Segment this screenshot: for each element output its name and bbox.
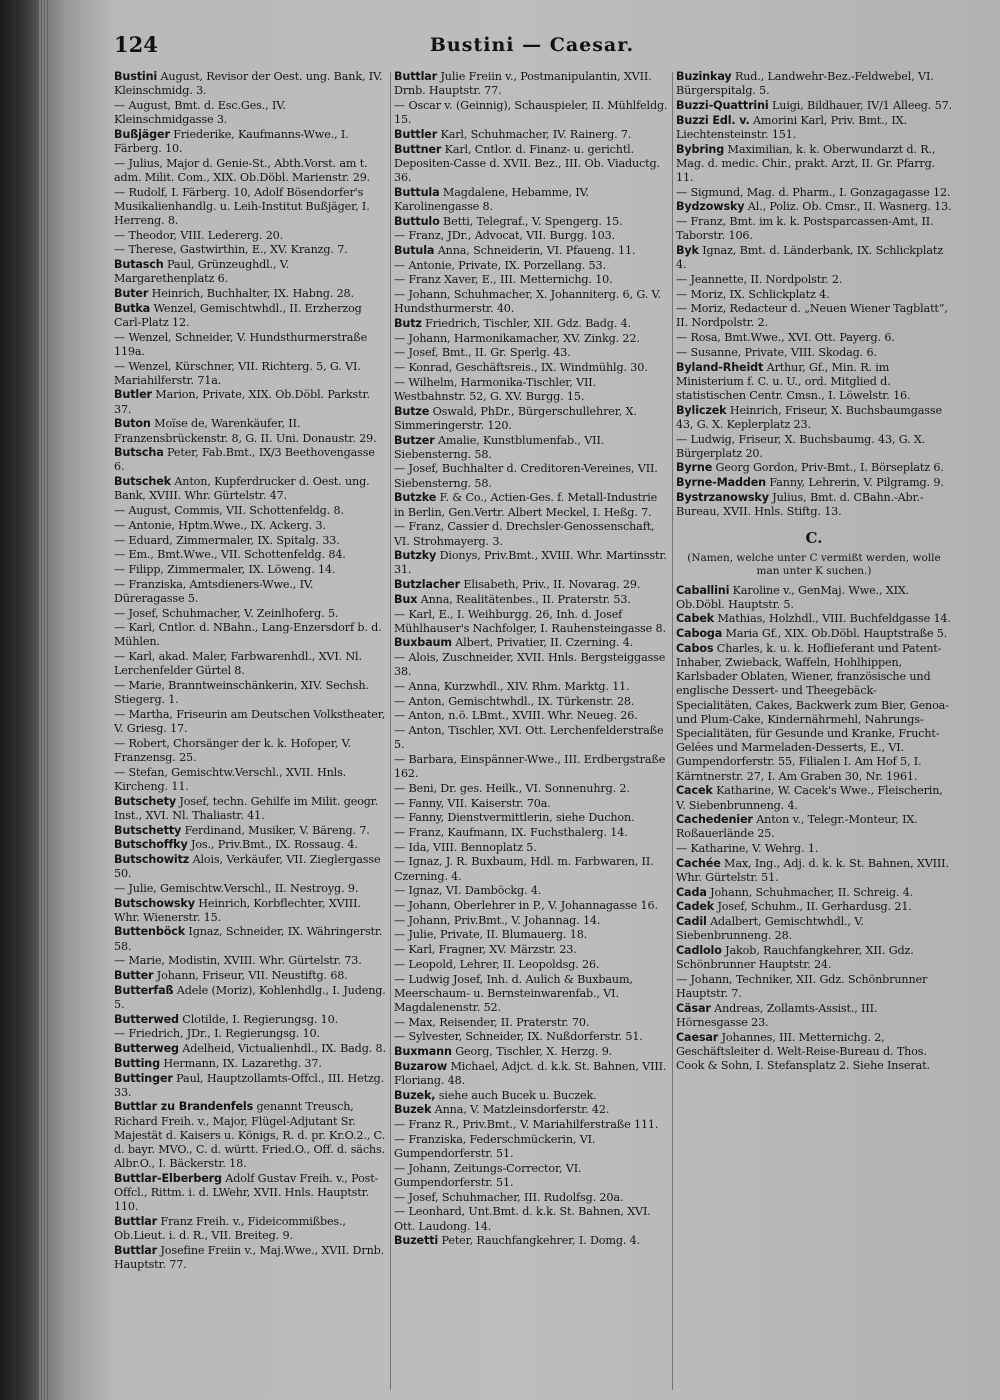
directory-entry — [394, 651, 670, 679]
directory-entry — [394, 332, 670, 346]
entry-text: Cäsar Andreas, Zollamts-Assist., III. Hörnesgasse 23. — [676, 1001, 878, 1030]
entry-text: Bybring Maximilian, k. k. Oberwundarzt d. R., Mag. d. medic. Chir., prakt. Arzt, II. Gr. Pfarrg. 11. — [676, 142, 936, 184]
page-header — [114, 28, 950, 68]
directory-entry — [114, 1172, 386, 1215]
entry-text: — Fanny, VII. Kaiserstr. 70a. — [394, 796, 551, 810]
directory-entry — [394, 462, 670, 490]
entry-text: — Johann, Harmonikamacher, XV. Zinkg. 22. — [394, 331, 640, 345]
entry-text: Butschowsky Heinrich, Korbflechter, XVIII. Whr. Wienerstr. 15. — [114, 896, 361, 924]
entry-text: Butterfaß Adele (Moriz), Kohlenhdlg., I. Judeng. 5. — [114, 983, 386, 1011]
directory-entry — [394, 855, 670, 883]
running-head: Bustini — Caesar. — [429, 34, 635, 56]
directory-entry — [676, 1002, 952, 1030]
directory-entry — [394, 520, 670, 548]
entry-text: — Konrad, Geschäftsreis., IX. Windmühlg. 30. — [394, 361, 648, 375]
directory-entry — [676, 244, 952, 272]
directory-entry — [676, 288, 952, 302]
entry-text: — Therese, Gastwirthin, E., XV. Kranzg. 7. — [114, 243, 348, 257]
directory-entry — [114, 1215, 386, 1243]
directory-entry — [394, 1016, 670, 1030]
entry-text: — Franz Xaver, E., III. Metternichg. 10. — [394, 273, 613, 287]
directory-entry — [114, 475, 386, 503]
directory-entry — [394, 753, 670, 781]
directory-entry — [394, 1234, 670, 1248]
entry-text: Caballini Karoline v., GenMaj. Wwe., XIX. Ob.Döbl. Hauptstr. 5. — [676, 583, 910, 611]
entry-text: — Robert, Chorsänger der k. k. Hofoper, V. Franzensg. 25. — [114, 736, 352, 765]
entry-text: Butz Friedrich, Tischler, XII. Gdz. Badg. 4. — [394, 316, 632, 330]
directory-entry — [114, 548, 386, 562]
directory-entry — [676, 584, 952, 612]
directory-entry — [394, 143, 670, 186]
entry-text: Cadlolo Jakob, Rauchfangkehrer, XII. Gdz. Schönbrunner Hauptstr. 24. — [676, 944, 914, 972]
directory-entry — [394, 376, 670, 404]
directory-entry — [394, 811, 670, 825]
entry-text: — August, Commis, VII. Schottenfeldg. 8. — [114, 504, 344, 518]
directory-entry — [114, 446, 386, 474]
directory-entry — [394, 244, 670, 258]
directory-entry — [114, 287, 386, 301]
entry-text: — Alois, Zuschneider, XVII. Hnls. Bergsteiggasse 38. — [394, 651, 666, 679]
directory-entry — [394, 361, 670, 375]
directory-entry — [114, 766, 386, 794]
directory-entry — [114, 795, 386, 823]
entry-text: Buzek Anna, V. Matzleinsdorferstr. 42. — [394, 1103, 610, 1117]
entry-text: Butasch Paul, Grünzeughdl., V. Margarethenplatz 6. — [114, 258, 290, 286]
entry-text: Buzzi Edl. v. Amorini Karl, Priv. Bmt., IX. Liechtensteinstr. 151. — [676, 113, 907, 141]
entry-text: Byrne Georg Gordon, Priv-Bmt., I. Börseplatz 6. — [676, 461, 944, 475]
entry-text: — Johann, Zeitungs-Corrector, VI. Gumpendorferstr. 51. — [394, 1161, 582, 1189]
directory-entry — [114, 1244, 386, 1272]
book-edge — [0, 0, 38, 1400]
entry-text: Cada Johann, Schuhmacher, II. Schreig. 4. — [676, 885, 914, 899]
directory-entry — [676, 143, 952, 186]
entry-text: — Rosa, Bmt.Wwe., XVI. Ott. Payerg. 6. — [676, 331, 895, 345]
directory-entry — [394, 491, 670, 519]
entry-text: — Anton, Tischler, XVI. Ott. Lerchenfelderstraße 5. — [394, 724, 664, 752]
entry-text: Buzarow Michael, Adjct. d. k.k. St. Bahnen, VIII. Floriang. 48. — [394, 1059, 667, 1088]
directory-entry — [676, 944, 952, 972]
entry-text: — Franz, Bmt. im k. k. Postsparcassen-Amt, II. Taborstr. 106. — [676, 215, 934, 243]
directory-entry — [676, 491, 952, 519]
directory-entry — [676, 200, 952, 214]
entry-text: — Franziska, Federschmückerin, VI. Gumpendorferstr. 51. — [394, 1132, 596, 1161]
directory-entry — [676, 973, 952, 1001]
entry-text: Buttulo Betti, Telegraf., V. Spengerg. 15. — [394, 214, 623, 228]
directory-entry — [114, 882, 386, 896]
section-heading: C. — [805, 529, 823, 548]
directory-entry — [114, 607, 386, 621]
entry-text: — Em., Bmt.Wwe., VII. Schottenfeldg. 84. — [114, 548, 346, 562]
entry-text: Buxmann Georg, Tischler, X. Herzg. 9. — [394, 1045, 613, 1059]
directory-entry — [114, 954, 386, 968]
entry-text: — Jeannette, II. Nordpolstr. 2. — [676, 272, 843, 286]
directory-entry — [676, 331, 952, 345]
directory-entry — [114, 331, 386, 359]
directory-entry — [394, 1060, 670, 1088]
entry-text: — Johann, Techniker, XII. Gdz. Schönbrunner Hauptstr. 7. — [676, 972, 928, 1001]
directory-entry — [394, 782, 670, 796]
directory-entry — [114, 897, 386, 925]
entry-text: Butler Marion, Private, XIX. Ob.Döbl. Parkstr. 37. — [114, 388, 370, 416]
entry-text: Byliczek Heinrich, Friseur, X. Buchsbaumgasse 43, G. X. Keplerplatz 23. — [676, 403, 942, 431]
entry-text: — Filipp, Zimmermaler, IX. Löweng. 14. — [114, 562, 336, 576]
directory-entry — [676, 842, 952, 856]
entry-text: Buttlar Julie Freiin v., Postmanipulantin, XVII. Drnb. Hauptstr. 77. — [394, 70, 652, 98]
entry-text: — Marie, Branntweinschänkerin, XIV. Sechsh. Stiegerg. 1. — [114, 679, 369, 707]
entry-text: — Eduard, Zimmermaler, IX. Spitalg. 33. — [114, 533, 340, 547]
column-rule — [672, 72, 673, 1390]
entry-text: — Wenzel, Schneider, V. Hundsthurmerstraße 119a. — [114, 330, 368, 358]
directory-entry — [676, 70, 952, 98]
entry-text: — Martha, Friseurin am Deutschen Volkstheater, V. Griesg. 17. — [114, 707, 386, 736]
entry-text: — Josef, Bmt., II. Gr. Sperlg. 43. — [394, 346, 571, 360]
directory-entry — [394, 1089, 670, 1103]
entry-text: — Wenzel, Kürschner, VII. Richterg. 5, G. VI. Mariahilferstr. 71a. — [114, 359, 361, 387]
entry-text: — Anton, Gemischtwhdl., IX. Türkenstr. 28. — [394, 694, 635, 708]
entry-text: — Karl, Cntlor. d. NBahn., Lang-Enzersdorf b. d. Mühlen. — [114, 621, 382, 649]
directory-entry — [394, 1191, 670, 1205]
entry-text: — Johann, Priv.Bmt., V. Johannag. 14. — [394, 913, 601, 927]
entry-text: Buttner Karl, Cntlor. d. Finanz- u. gerichtl. Depositen-Casse d. XVII. Bez., III. Ob. Viaductg. 36. — [394, 142, 660, 184]
entry-text: Cachée Max, Ing., Adj. d. k. k. St. Bahnen, XVIII. Whr. Gürtelstr. 51. — [676, 856, 949, 885]
directory-entry — [114, 1013, 386, 1027]
directory-entry — [114, 708, 386, 736]
entry-text: — Ignaz, J. R. Buxbaum, Hdl. m. Farbwaren, II. Czerning. 4. — [394, 855, 654, 883]
entry-text: Butschowitz Alois, Verkäufer, VII. Zieglergasse 50. — [114, 852, 381, 881]
directory-entry — [394, 273, 670, 287]
directory-entry — [394, 1103, 670, 1117]
entry-text: — Josef, Buchhalter d. Creditoren-Vereines, VII. Siebensterng. 58. — [394, 462, 658, 490]
entry-text: Buttinger Paul, Hauptzollamts-Offcl., III. Hetzg. 33. — [114, 1071, 385, 1099]
directory-entry — [394, 841, 670, 855]
entry-text: — Franz, JDr., Advocat, VII. Burgg. 103. — [394, 229, 615, 243]
entry-text: Cachedenier Anton v., Telegr.-Monteur, IX. Roßauerlände 25. — [676, 813, 918, 841]
entry-text: — Barbara, Einspänner-Wwe., III. Erdbergstraße 162. — [394, 753, 666, 781]
directory-entry — [114, 1042, 386, 1056]
entry-text: — Josef, Schuhmacher, III. Rudolfsg. 20a. — [394, 1190, 624, 1204]
entry-text: Butka Wenzel, Gemischtwhdl., II. Erzherzog Carl-Platz 12. — [114, 301, 362, 329]
directory-entry — [676, 857, 952, 885]
directory-entry — [676, 302, 952, 330]
directory-entry — [394, 186, 670, 214]
entry-text: Butzke F. & Co., Actien-Ges. f. Metall-Industrie in Berlin, Gen.Vertr. Albert Meckel, I. Heßg. 7. — [394, 491, 658, 519]
directory-entry — [676, 361, 952, 404]
directory-entry — [676, 273, 952, 287]
entry-text: — Antonie, Hptm.Wwe., IX. Ackerg. 3. — [114, 518, 326, 532]
entry-text: — Friedrich, JDr., I. Regierungsg. 10. — [114, 1027, 320, 1041]
directory-entry — [114, 388, 386, 416]
directory-entry — [676, 612, 952, 626]
column-rule — [390, 72, 391, 1390]
entry-text: Butscha Peter, Fab.Bmt., IX/3 Beethovengasse 6. — [114, 446, 375, 474]
directory-entry — [394, 943, 670, 957]
directory-entry — [676, 461, 952, 475]
entry-text: Bydzowsky Al., Poliz. Ob. Cmsr., II. Wasnerg. 13. — [676, 200, 952, 214]
directory-entry — [676, 114, 952, 142]
directory-entry — [394, 259, 670, 273]
directory-entry — [114, 417, 386, 445]
directory-entry — [394, 215, 670, 229]
entry-text: Bux Anna, Realitätenbes., II. Praterstr. 53. — [394, 592, 631, 606]
entry-text: Cacek Katharine, W. Cacek's Wwe., Fleischerin, V. Siebenbrunneng. 4. — [676, 784, 943, 812]
entry-text: — Karl, Fragner, XV. Märzstr. 23. — [394, 943, 577, 957]
entry-text: Butze Oswald, PhDr., Bürgerschullehrer, X. Simmeringerstr. 120. — [394, 404, 637, 432]
directory-entry — [114, 157, 386, 185]
entry-text: Butter Johann, Friseur, VII. Neustiftg. 68. — [114, 969, 348, 983]
directory-entry — [114, 563, 386, 577]
directory-entry — [114, 838, 386, 852]
directory-entry — [394, 434, 670, 462]
directory-entry — [676, 433, 952, 461]
section-note: (Namen, welche unter C vermißt werden, wolle man unter K suchen.) — [687, 551, 941, 577]
entry-text: — Anna, Kurzwhdl., XIV. Rhm. Marktg. 11. — [394, 680, 630, 694]
entry-text: Cadil Adalbert, Gemischtwhdl., V. Siebenbrunneng. 28. — [676, 915, 864, 943]
directory-entry — [676, 404, 952, 432]
entry-text: — Leopold, Lehrer, II. Leopoldsg. 26. — [394, 957, 600, 971]
directory-entry — [394, 405, 670, 433]
directory-entry — [114, 360, 386, 388]
directory-entry — [394, 973, 670, 1016]
entry-text: — Rudolf, I. Färberg. 10, Adolf Bösendorfer's Musikalienhandlg. u. Leih-Institut Bußjäger, I. Herreng. 8. — [114, 185, 370, 228]
directory-entry — [114, 302, 386, 330]
directory-entry — [394, 709, 670, 723]
directory-entry — [114, 99, 386, 127]
directory-entry — [114, 824, 386, 838]
entry-text: Byland-Rheidt Arthur, Gf., Min. R. im Ministerium f. C. u. U., ord. Mitglied d. statistischen Centr. Cmsn., I. Löwelstr. 16. — [676, 360, 911, 402]
entry-text: — Stefan, Gemischtw.Verschl., XVII. Hnls. Kircheng. 11. — [114, 765, 347, 793]
directory-entry — [114, 243, 386, 257]
directory-entry — [676, 476, 952, 490]
entry-text: Cabos Charles, k. u. k. Hoflieferant und Patent-Inhaber, Zwieback, Waffeln, Hohlhippen, Karlsbader Oblaten, Wiener, französische und englische Dessert- und Theegebäck-Specialitäten, Cakes, Backwerk zum Bier, Genoa- und Plum-Cake, Kindernährmehl, Nahrungs-Specialitäten, für Gesunde und Kranke, Frucht-Gelées und Marmeladen-Desserts, E., VI. Gumpendorferstr. 55, Filialen I. Am Hof 5, I. Kärntnerstr. 27, I. Am Graben 30, Nr. 1961. — [676, 641, 949, 783]
directory-entry — [676, 813, 952, 841]
entry-text: — Sigmund, Mag. d. Pharm., I. Gonzagagasse 12. — [676, 185, 951, 199]
entry-text: — Karl, akad. Maler, Farbwarenhdl., XVI. Nl. Lerchenfelder Gürtel 8. — [114, 650, 362, 678]
directory-entry — [394, 1205, 670, 1233]
entry-text: — Ludwig, Friseur, X. Buchsbaumg. 43, G. X. Bürgerplatz 20. — [676, 432, 926, 460]
directory-entry — [114, 504, 386, 518]
entry-text: Cabek Mathias, Holzhdl., VIII. Buchfeldgasse 14. — [676, 612, 951, 626]
directory-entry — [114, 1027, 386, 1041]
entry-text: — Sylvester, Schneider, IX. Nußdorferstr. 51. — [394, 1030, 643, 1044]
entry-text: — Franz R., Priv.Bmt., V. Mariahilferstraße 111. — [394, 1118, 659, 1132]
directory-entry — [114, 925, 386, 953]
directory-entry — [114, 534, 386, 548]
entry-text: Bystrzanowsky Julius, Bmt. d. CBahn.-Abr.-Bureau, XVII. Hnls. Stiftg. 13. — [676, 490, 924, 519]
directory-entry — [114, 1072, 386, 1100]
directory-entry — [114, 1057, 386, 1071]
directory-entry — [114, 1100, 386, 1171]
entry-text: — Fanny, Dienstvermittlerin, siehe Duchon. — [394, 811, 635, 825]
directory-entry — [114, 621, 386, 649]
directory-entry — [114, 70, 386, 98]
entry-text: Cadek Josef, Schuhm., II. Gerhardusg. 21. — [676, 900, 912, 914]
entry-text: — Josef, Schuhmacher, V. Zeinlhoferg. 5. — [114, 606, 339, 620]
entry-text: — August, Bmt. d. Esc.Ges., IV. Kleinschmidgasse 3. — [114, 98, 286, 127]
directory-entry — [676, 915, 952, 943]
entry-text: Buttula Magdalene, Hebamme, IV. Karolinengasse 8. — [394, 185, 589, 213]
entry-text: Buzzi-Quattrini Luigi, Bildhauer, IV/1 Alleeg. 57. — [676, 98, 952, 112]
entry-text: — Theodor, VIII. Ledererg. 20. — [114, 228, 284, 242]
directory-entry — [394, 884, 670, 898]
entry-text: Caboga Maria Gf., XIX. Ob.Döbl. Hauptstraße 5. — [676, 627, 948, 641]
directory-entry — [114, 519, 386, 533]
directory-entry — [114, 650, 386, 678]
directory-entry — [394, 928, 670, 942]
directory-entry — [394, 1030, 670, 1044]
directory-entry — [394, 1162, 670, 1190]
entry-text: — Julie, Gemischtw.Verschl., II. Nestroyg. 9. — [114, 881, 359, 895]
directory-entry — [676, 642, 952, 784]
entry-text: — Ignaz, VI. Damböckg. 4. — [394, 884, 542, 898]
directory-entry — [676, 99, 952, 113]
directory-entry — [394, 593, 670, 607]
directory-entry — [394, 797, 670, 811]
entry-text: Buttenböck Ignaz, Schneider, IX. Währingerstr. 58. — [114, 925, 383, 953]
entry-text: — Franz, Kaufmann, IX. Fuchsthalerg. 14. — [394, 826, 628, 840]
entry-text: — Marie, Modistin, XVIII. Whr. Gürtelstr. 73. — [114, 954, 362, 968]
directory-entry — [394, 229, 670, 243]
entry-text: Butschek Anton, Kupferdrucker d. Oest. ung. Bank, XVIII. Whr. Gürtelstr. 47. — [114, 475, 370, 503]
entry-text: — Julius, Major d. Genie-St., Abth.Vorst. am t. adm. Milit. Com., XIX. Ob.Döbl. Marienstr. 29. — [114, 156, 371, 184]
column-1 — [114, 70, 386, 1400]
column-3 — [676, 70, 952, 1400]
directory-entry — [676, 784, 952, 812]
directory-entry — [394, 99, 670, 127]
entry-text: — Wilhelm, Harmonika-Tischler, VII. Westbahnstr. 52, G. XV. Burgg. 15. — [394, 375, 596, 403]
directory-entry — [394, 826, 670, 840]
directory-entry — [676, 1031, 952, 1074]
directory-entry — [394, 128, 670, 142]
entry-text: Butterwed Clotilde, I. Regierungsg. 10. — [114, 1012, 339, 1026]
entry-text: — Leonhard, Unt.Bmt. d. k.k. St. Bahnen, XVI. Ott. Laudong. 14. — [394, 1205, 651, 1233]
entry-text: Buter Heinrich, Buchhalter, IX. Habng. 28. — [114, 287, 354, 301]
directory-entry — [676, 627, 952, 641]
directory-entry — [394, 608, 670, 636]
directory-entry — [114, 679, 386, 707]
entry-text: — Katharine, V. Wehrg. 1. — [676, 842, 819, 856]
entry-text: — Franziska, Amtsdieners-Wwe., IV. Düreragasse 5. — [114, 577, 314, 605]
entry-text: — Anton, n.ö. LBmt., XVIII. Whr. Neueg. 26. — [394, 709, 638, 723]
entry-text: — Johann, Oberlehrer in P., V. Johannagasse 16. — [394, 899, 658, 913]
entry-text: Butzlacher Elisabeth, Priv., II. Novarag. 29. — [394, 578, 641, 592]
entry-text: Bustini August, Revisor der Oest. ung. Bank, IV. Kleinschmidg. 3. — [114, 70, 383, 98]
directory-entry — [394, 724, 670, 752]
directory-entry — [114, 186, 386, 229]
entry-text: Byk Ignaz, Bmt. d. Länderbank, IX. Schlickplatz 4. — [676, 243, 943, 272]
directory-entry — [114, 984, 386, 1012]
directory-entry — [394, 695, 670, 709]
directory-entry — [394, 914, 670, 928]
directory-entry — [676, 186, 952, 200]
entry-text: Butula Anna, Schneiderin, VI. Pfaueng. 11. — [394, 243, 636, 257]
directory-entry — [394, 1133, 670, 1161]
entry-text: — Moriz, IX. Schlickplatz 4. — [676, 287, 830, 301]
entry-text: — Max, Reisender, II. Praterstr. 70. — [394, 1015, 590, 1029]
directory-entry — [394, 288, 670, 316]
entry-text: Buxbaum Albert, Privatier, II. Czerning. 4. — [394, 636, 634, 650]
entry-text: Buttlar Franz Freih. v., Fideicommißbes., Ob.Lieut. i. d. R., VII. Breiteg. 9. — [114, 1215, 346, 1243]
entry-text: — Moriz, Redacteur d. „Neuen Wiener Tagblatt“, II. Nordpolstr. 2. — [676, 302, 948, 330]
entry-text: — Antonie, Private, IX. Porzellang. 53. — [394, 258, 606, 272]
entry-text: Buzek, siehe auch Bucek u. Buczek. — [394, 1088, 597, 1102]
directory-entry — [394, 317, 670, 331]
entry-text: — Beni, Dr. ges. Heilk., VI. Sonnenuhrg. 2. — [394, 781, 630, 795]
directory-entry — [114, 128, 386, 156]
directory-entry — [394, 549, 670, 577]
directory-entry — [114, 578, 386, 606]
entry-text: — Oscar v. (Geinnig), Schauspieler, II. Mühlfeldg. 15. — [394, 98, 668, 127]
entry-text: — Ludwig Josef, Inh. d. Aulich & Buxbaum, Meerschaum- u. Bernsteinwarenfab., VI. Magdalenenstr. 52. — [394, 972, 633, 1014]
entry-text: — Franz, Cassier d. Drechsler-Genossenschaft, VI. Strohmayerg. 3. — [394, 520, 655, 548]
entry-text: Byrne-Madden Fanny, Lehrerin, V. Pilgramg. 9. — [676, 476, 944, 490]
entry-text: Buttler Karl, Schuhmacher, IV. Rainerg. 7. — [394, 127, 632, 141]
entry-text: Butschoffky Jos., Priv.Bmt., IX. Rossaug. 4. — [114, 838, 358, 852]
entry-text: Buttlar zu Brandenfels genannt Treusch, Richard Freih. v., Major, Flügel-Adjutant Sr. Majestät d. Kaisers u. Königs, R. d. pr. Kr.O.2., C. d. bayr. MVO., C. d. württ. Fried.O., Off. d. sächs. Albr.O., I. Bäckerstr. 18. — [114, 1100, 385, 1171]
entry-text: — Susanne, Private, VIII. Skodag. 6. — [676, 345, 877, 359]
directory-entry — [114, 853, 386, 881]
entry-text: Buttlar-Elberberg Adolf Gustav Freih. v., Post-Offcl., Rittm. i. d. LWehr, XVII. Hnls. Hauptstr. 110. — [114, 1171, 379, 1214]
directory-entry — [394, 636, 670, 650]
entry-text: Buzinkay Rud., Landwehr-Bez.-Feldwebel, VI. Bürgerspitalg. 5. — [676, 70, 934, 98]
directory-entry — [114, 258, 386, 286]
entry-text: Buttlar Josefine Freiin v., Maj.Wwe., XVII. Drnb. Hauptstr. 77. — [114, 1243, 385, 1272]
directory-entry — [394, 899, 670, 913]
entry-text: Butschetty Ferdinand, Musiker, V. Bäreng. 7. — [114, 823, 370, 837]
entry-text: Butzky Dionys, Priv.Bmt., XVIII. Whr. Martinsstr. 31. — [394, 549, 667, 577]
entry-text: Butzer Amalie, Kunstblumenfab., VII. Siebensterng. 58. — [394, 433, 605, 461]
entry-text: Caesar Johannes, III. Metternichg. 2, Geschäftsleiter d. Welt-Reise-Bureau d. Thos. Cook & Sohn, I. Stefansplatz 2. Siehe Inserat. — [676, 1030, 930, 1073]
directory-entry — [394, 958, 670, 972]
column-2 — [394, 70, 670, 1400]
directory-entry — [114, 969, 386, 983]
entry-text: — Julie, Private, II. Blumauerg. 18. — [394, 928, 588, 942]
directory-entry — [394, 70, 670, 98]
directory-entry — [676, 886, 952, 900]
entry-text: Butterweg Adelheid, Victualienhdl., IX. Badg. 8. — [114, 1042, 386, 1056]
directory-entry — [394, 1118, 670, 1132]
directory-entry — [114, 229, 386, 243]
entry-text: Bußjäger Friederike, Kaufmanns-Wwe., I. Färberg. 10. — [114, 127, 349, 156]
entry-text: Butschety Josef, techn. Gehilfe im Milit. geogr. Inst., XVI. Nl. Thaliastr. 41. — [114, 794, 379, 822]
page-gutter — [38, 0, 48, 1400]
directory-entry — [676, 215, 952, 243]
directory-entry — [394, 578, 670, 592]
entry-text: — Johann, Schuhmacher, X. Johanniterg. 6, G. V. Hundsthurmerstr. 40. — [394, 288, 661, 316]
directory-entry — [394, 680, 670, 694]
entry-text: — Karl, E., I. Weihburgg. 26, Inh. d. Josef Mühlhauser's Nachfolger, I. Rauhensteingasse 8. — [394, 607, 666, 635]
page-number: 124 — [114, 32, 158, 57]
directory-entry — [394, 1045, 670, 1059]
directory-entry — [676, 346, 952, 360]
entry-text: Buton Moïse de, Warenkäufer, II. Franzensbrückenstr. 8, G. II. Uni. Donaustr. 29. — [114, 417, 377, 445]
directory-entry — [676, 900, 952, 914]
entry-text: Butting Hermann, IX. Lazarethg. 37. — [114, 1056, 322, 1070]
entry-text: — Ida, VIII. Bennoplatz 5. — [394, 840, 537, 854]
directory-entry — [114, 737, 386, 765]
entry-text: Buzetti Peter, Rauchfangkehrer, I. Domg. 4. — [394, 1234, 641, 1248]
directory-entry — [394, 346, 670, 360]
